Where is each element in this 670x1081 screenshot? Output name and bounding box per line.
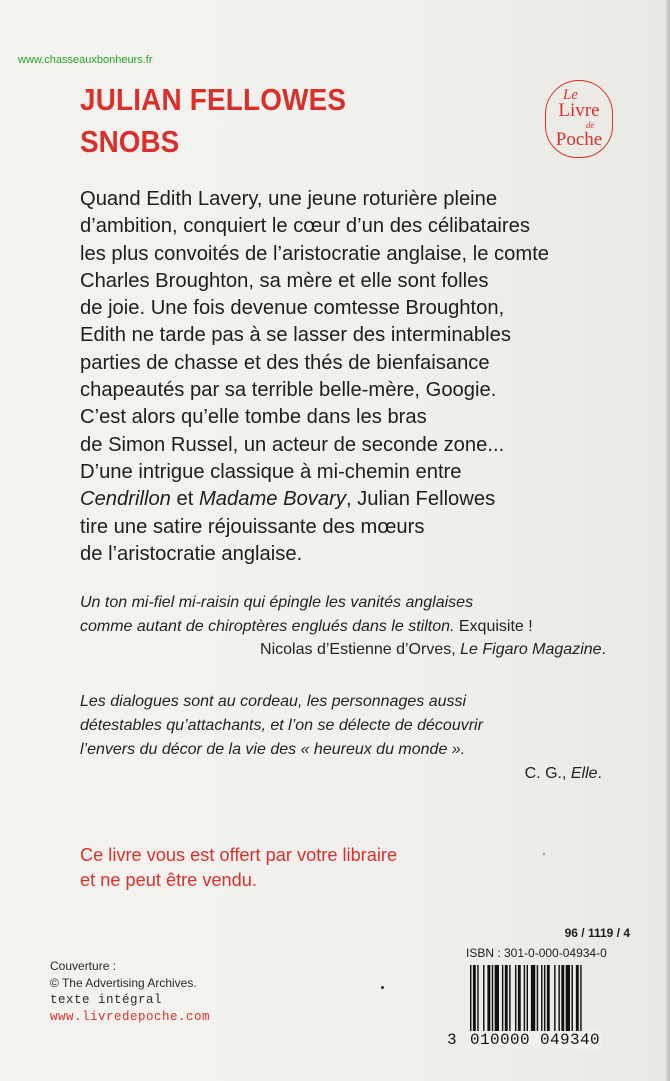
work-title-bovary: Madame Bovary xyxy=(198,488,346,511)
review-quote-2 xyxy=(80,690,610,786)
barcode-number: 010000 049340 xyxy=(470,1031,601,1049)
catalog-code: 96 / 1119 / 4 xyxy=(564,926,630,940)
summary-line: Edith ne tarde pas à se lasser des interminables xyxy=(80,324,511,347)
watermark-url: www.chasseauxbonheurs.fr xyxy=(18,54,153,66)
logo-livre: Livre xyxy=(558,100,600,121)
review-source: Elle xyxy=(570,765,598,782)
text-type: texte intégral xyxy=(50,993,163,1007)
review-line xyxy=(80,738,610,762)
review-punctuation: . xyxy=(597,765,602,782)
review-text: Les dialogues sont au cordeau, les personnages aussi xyxy=(80,693,467,710)
review-line xyxy=(80,615,610,639)
summary-line: d’ambition, conquiert le cœur d’un des célibataires xyxy=(80,215,530,238)
publisher-website: www.livredepoche.com xyxy=(50,1010,211,1024)
author-name: JULIAN FELLOWES xyxy=(80,82,347,117)
isbn-number: ISBN : 301-0-000-04934-0 xyxy=(466,946,607,960)
review-source: Le Figaro Magazine xyxy=(460,641,602,658)
review-punctuation: . xyxy=(601,641,606,658)
summary-fragment: , Julian Fellowes xyxy=(345,488,496,511)
summary-line xyxy=(80,486,600,513)
review-attribution xyxy=(80,762,610,786)
cover-label: Couverture : xyxy=(50,959,117,973)
logo-de: de xyxy=(586,120,595,130)
free-copy-notice xyxy=(80,843,600,893)
credits-block xyxy=(50,958,300,1026)
summary-line: de joie. Une fois devenue comtesse Broughton, xyxy=(80,297,505,320)
cover-credit: © The Advertising Archives. xyxy=(50,976,197,990)
book-title: SNOBS xyxy=(80,124,180,159)
print-speck xyxy=(381,986,384,989)
review-text: détestables qu’attachants, et l’on se délecte de découvrir xyxy=(80,717,483,734)
review-exclamation: Exquisite ! xyxy=(454,617,533,635)
print-speck xyxy=(543,853,545,855)
review-line xyxy=(80,690,610,714)
reviewer-name: Nicolas d’Estienne d’Orves, xyxy=(260,641,461,658)
logo-poche: Poche xyxy=(555,129,603,150)
summary-line: C’est alors qu’elle tombe dans les bras xyxy=(80,406,427,429)
logo-le: Le xyxy=(563,87,578,103)
review-text: comme autant de chiroptères englués dans le stilton. xyxy=(80,617,455,635)
summary-line: Quand Edith Lavery, une jeune roturière pleine xyxy=(80,188,498,210)
work-title-cendrillon: Cendrillon xyxy=(80,488,171,511)
review-line xyxy=(80,591,610,615)
summary-text xyxy=(80,186,600,568)
summary-fragment: et xyxy=(170,488,199,511)
summary-line: D’une intrigue classique à mi-chemin entre xyxy=(80,460,462,483)
barcode-first-digit: 3 xyxy=(447,1031,458,1049)
summary-line: parties de chasse et des thés de bienfaisance xyxy=(80,351,490,374)
review-attribution xyxy=(80,638,610,662)
review-quote-1 xyxy=(80,591,610,662)
summary-line: de Simon Russel, un acteur de seconde zone... xyxy=(80,433,505,456)
review-line xyxy=(80,714,610,738)
cover-edge xyxy=(666,0,670,1081)
notice-line: Ce livre vous est offert par votre libraire xyxy=(80,845,398,865)
summary-line: Charles Broughton, sa mère et elle sont folles xyxy=(80,269,489,292)
summary-line: les plus convoités de l’aristocratie anglaise, le comte xyxy=(80,242,550,265)
summary-line: chapeautés par sa terrible belle-mère, Googie. xyxy=(80,379,497,402)
review-text: l’envers du décor de la vie des « heureux du monde ». xyxy=(80,741,466,758)
reviewer-name: C. G., xyxy=(524,765,571,782)
summary-line: tire une satire réjouissante des mœurs xyxy=(80,515,425,538)
review-text: Un ton mi-fiel mi-raisin qui épingle les vanités anglaises xyxy=(80,594,474,611)
notice-line: et ne peut être vendu. xyxy=(80,870,257,890)
summary-line: de l’aristocratie anglaise. xyxy=(80,542,303,565)
publisher-logo xyxy=(545,80,613,158)
